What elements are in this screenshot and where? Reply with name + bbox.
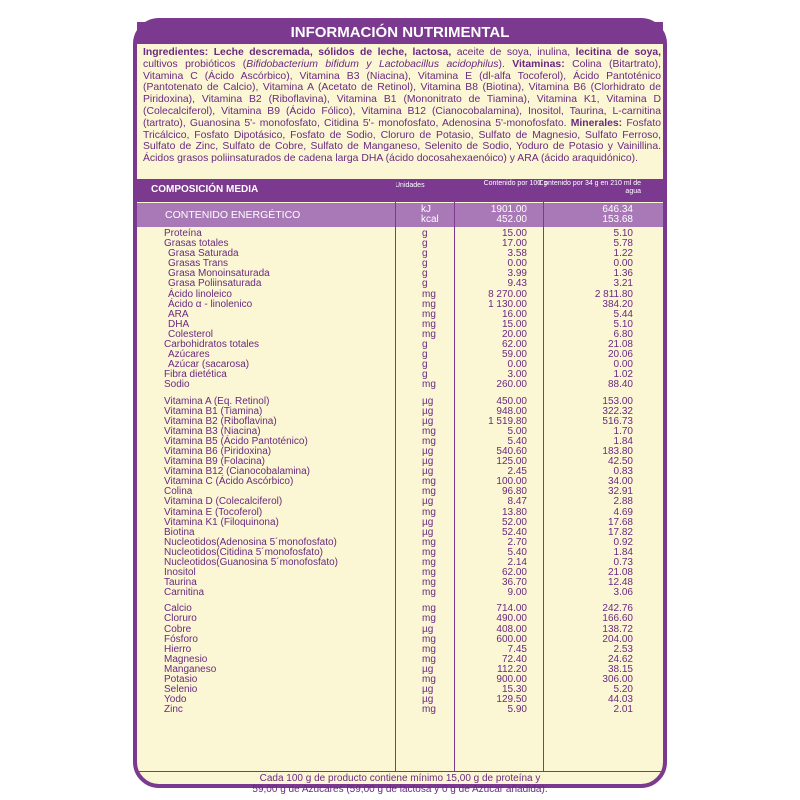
value-per-100g: 13.80 xyxy=(501,506,527,518)
nutrient-unit: µg xyxy=(422,526,434,538)
value-per-100g: 0.00 xyxy=(507,258,527,270)
value-per-100g: 490.00 xyxy=(496,613,527,625)
table-row xyxy=(137,625,663,635)
nutrient-name: Fibra dietética xyxy=(164,369,227,381)
value-per-100g: 59.00 xyxy=(501,349,527,361)
nutrient-name: Nucleotidos(Adenosina 5´monofosfato) xyxy=(164,536,337,548)
nutrient-name: Grasa Poliinsaturada xyxy=(168,278,262,290)
nutrient-unit: µg xyxy=(422,684,434,696)
value-per-portion: 0.73 xyxy=(613,557,633,568)
nutrient-unit: mg xyxy=(422,577,436,589)
nutrient-name: Selenio xyxy=(164,684,198,696)
table-row xyxy=(137,320,663,330)
nutrient-unit: g xyxy=(422,268,428,280)
value-per-portion: 306.00 xyxy=(602,674,633,686)
nutrient-name: Cobre xyxy=(164,623,192,635)
nutrient-name: Vitamina B5 (Ácido Pantoténico) xyxy=(164,435,308,447)
nutrient-unit: mg xyxy=(422,298,436,310)
nutrient-name: Vitamina A (Eq. Retinol) xyxy=(164,395,270,407)
value-per-100g: 8.47 xyxy=(507,496,527,508)
nutrient-unit: mg xyxy=(422,613,436,625)
nutrient-name: Sodio xyxy=(164,379,190,391)
nutrient-unit: µg xyxy=(422,445,434,457)
value-per-portion: 2.88 xyxy=(613,496,633,508)
value-per-portion: 153.00 xyxy=(602,395,633,407)
value-per-100g: 36.70 xyxy=(501,577,527,589)
nutrient-unit: µg xyxy=(422,496,434,508)
value-per-portion: 5.10 xyxy=(613,228,633,239)
nutrient-unit: g xyxy=(422,349,428,361)
nutrient-name: Vitamina K1 (Filoquinona) xyxy=(164,516,279,528)
header-units: Unidades xyxy=(395,182,425,189)
panel-title: INFORMACIÓN NUTRIMENTAL xyxy=(137,22,663,44)
nutrient-unit: µg xyxy=(422,623,434,635)
value-per-100g: 15.30 xyxy=(501,684,527,696)
nutrient-unit: mg xyxy=(422,674,436,686)
value-per-100g: 9.00 xyxy=(507,587,527,599)
nutrient-unit: µg xyxy=(422,395,434,407)
energy-row xyxy=(137,203,663,227)
table-row xyxy=(137,588,663,598)
minerals-list: Fosfato Tricálcico, Fosfato Dipotásico, Fosfato de Sodio, Cloruro de Potasio, Sulfato de Magnesio, Sulfato Ferroso, Sulfato de Zinc, Sulfato de Cobre, Sulfato de Manganeso, Selenito de Sodio, Yoduro de Potasio y Vainillina. Ácidos grasos poliinsaturados de cadena larga DHA (ácido docosahexaenóico) y ARA (ácido araquidónico). xyxy=(143,117,661,165)
value-per-portion: 1.84 xyxy=(613,435,633,447)
value-per-100g: 72.40 xyxy=(501,653,527,665)
table-row xyxy=(137,578,663,588)
energy-value: 1901.00 xyxy=(490,204,527,215)
value-per-portion: 0.92 xyxy=(613,536,633,548)
nutrient-unit: mg xyxy=(422,567,436,579)
value-per-100g: 0.00 xyxy=(507,359,527,371)
nutrient-unit: mg xyxy=(422,435,436,447)
nutrient-name: Colina xyxy=(164,486,193,498)
value-per-portion: 5.44 xyxy=(613,308,633,320)
table-row xyxy=(137,340,663,350)
nutrient-name: Vitamina D (Colecalciferol) xyxy=(164,496,283,508)
value-per-100g: 129.50 xyxy=(496,694,527,706)
nutrient-name: Grasas totales xyxy=(164,238,229,250)
value-per-100g: 8 270.00 xyxy=(488,288,527,300)
value-per-100g: 5.00 xyxy=(507,425,527,437)
minerals-heading: Minerales: xyxy=(566,117,623,129)
value-per-portion: 0.00 xyxy=(613,258,633,270)
nutrient-unit: µg xyxy=(422,456,434,468)
value-per-portion: 516.73 xyxy=(602,415,633,427)
nutrient-name: Grasas Trans xyxy=(168,258,229,270)
nutrient-unit: mg xyxy=(422,506,436,518)
value-per-portion: 4.69 xyxy=(613,506,633,518)
energy-per-100g xyxy=(457,205,527,225)
nutrient-name: Vitamina C (Ácido Ascórbico) xyxy=(164,476,294,488)
value-per-portion: 38.15 xyxy=(607,663,633,675)
nutrient-unit: µg xyxy=(422,694,434,706)
table-row xyxy=(137,685,663,695)
header-composition: COMPOSICIÓN MEDIA xyxy=(151,184,259,195)
nutrient-unit: g xyxy=(422,228,428,239)
value-per-100g: 1 519.80 xyxy=(488,415,527,427)
value-per-100g: 62.00 xyxy=(501,567,527,579)
nutrient-name: Proteína xyxy=(164,228,202,239)
value-per-100g: 408.00 xyxy=(496,623,527,635)
value-per-portion: 88.40 xyxy=(607,379,633,391)
nutrient-name: Taurina xyxy=(164,577,197,589)
table-row xyxy=(137,705,663,715)
nutrient-unit: mg xyxy=(422,653,436,665)
value-per-portion: 21.08 xyxy=(607,567,633,579)
value-per-portion: 0.83 xyxy=(613,466,633,478)
table-row xyxy=(137,665,663,675)
value-per-100g: 1 130.00 xyxy=(488,298,527,310)
value-per-100g: 948.00 xyxy=(496,405,527,417)
value-per-portion: 1.02 xyxy=(613,369,633,381)
value-per-portion: 32.91 xyxy=(607,486,633,498)
ingredients-part: ). xyxy=(498,58,505,70)
nutrition-panel xyxy=(133,18,667,795)
nutrient-name: Colesterol xyxy=(168,328,214,340)
value-per-portion: 34.00 xyxy=(607,476,633,488)
value-per-100g: 17.00 xyxy=(501,238,527,250)
value-per-portion: 20.06 xyxy=(607,349,633,361)
table-row xyxy=(137,635,663,645)
nutrient-name: Azúcar (sacarosa) xyxy=(168,359,250,371)
value-per-100g: 7.45 xyxy=(507,643,527,655)
table-row xyxy=(137,380,663,390)
nutrient-name: Carbohidratos totales xyxy=(164,339,260,351)
value-per-100g: 100.00 xyxy=(496,476,527,488)
nutrient-unit: µg xyxy=(422,466,434,478)
nutrient-name: Vitamina B12 (Cianocobalamina) xyxy=(164,466,311,478)
nutrient-name: Nucleotidos(Guanosina 5´monofosfato) xyxy=(164,557,338,568)
nutrient-name: ARA xyxy=(168,308,189,320)
ingredients-text xyxy=(143,47,661,165)
value-per-100g: 540.60 xyxy=(496,445,527,457)
nutrient-unit: mg xyxy=(422,308,436,320)
nutrient-unit: mg xyxy=(422,587,436,599)
nutrient-name: Hierro xyxy=(164,643,192,655)
value-per-portion: 17.68 xyxy=(607,516,633,528)
value-per-100g: 3.58 xyxy=(507,248,527,260)
nutrient-name: Potasio xyxy=(164,674,198,686)
energy-value: 646.34 xyxy=(602,204,633,215)
nutrient-unit: g xyxy=(422,258,428,270)
value-per-100g: 15.00 xyxy=(501,228,527,239)
value-per-100g: 3.00 xyxy=(507,369,527,381)
value-per-100g: 5.40 xyxy=(507,435,527,447)
nutrient-unit: mg xyxy=(422,557,436,568)
value-per-100g: 125.00 xyxy=(496,456,527,468)
value-per-portion: 2.01 xyxy=(613,704,633,716)
table-header xyxy=(137,179,663,202)
table-row xyxy=(137,614,663,624)
table-row xyxy=(137,695,663,705)
nutrient-unit: g xyxy=(422,339,428,351)
value-per-portion: 5.20 xyxy=(613,684,633,696)
table-row xyxy=(137,518,663,528)
table-row xyxy=(137,310,663,320)
nutrient-name: Manganeso xyxy=(164,663,217,675)
value-per-portion: 21.08 xyxy=(607,339,633,351)
value-per-100g: 52.40 xyxy=(501,526,527,538)
nutrient-name: Yodo xyxy=(164,694,187,706)
value-per-100g: 20.00 xyxy=(501,328,527,340)
value-per-100g: 9.43 xyxy=(507,278,527,290)
nutrient-unit: g xyxy=(422,359,428,371)
header-per-100g: Contenido por 100 g xyxy=(483,180,547,187)
value-per-portion: 12.48 xyxy=(607,577,633,589)
value-per-100g: 52.00 xyxy=(501,516,527,528)
nutrient-unit: mg xyxy=(422,425,436,437)
table-row xyxy=(137,477,663,487)
value-per-100g: 3.99 xyxy=(507,268,527,280)
nutrient-name: Ácido linoleico xyxy=(168,288,232,300)
nutrient-name: Vitamina E (Tocoferol) xyxy=(164,506,263,518)
nutrient-name: Vitamina B3 (Niacina) xyxy=(164,425,261,437)
nutrient-name: DHA xyxy=(168,318,190,330)
value-per-100g: 600.00 xyxy=(496,633,527,645)
nutrient-unit: mg xyxy=(422,704,436,716)
nutrient-name: Calcio xyxy=(164,603,192,615)
nutrient-name: Vitamina B2 (Riboflavina) xyxy=(164,415,277,427)
ingredients-part: cultivos probióticos ( xyxy=(143,58,247,70)
unit-kcal: kcal xyxy=(421,214,439,225)
value-per-portion: 384.20 xyxy=(602,298,633,310)
nutrient-unit: mg xyxy=(422,536,436,548)
nutrient-unit: mg xyxy=(422,546,436,558)
ingredients-part: Bifidobacterium bifidum y Lactobacillus acidophilus xyxy=(246,58,499,70)
nutrient-name: Magnesio xyxy=(164,653,208,665)
table-row xyxy=(137,645,663,655)
value-per-100g: 5.90 xyxy=(507,704,527,716)
nutrient-name: Carnitina xyxy=(164,587,205,599)
nutrient-unit: g xyxy=(422,278,428,290)
vitamins-heading: Vitaminas: xyxy=(504,58,565,70)
nutrient-unit: mg xyxy=(422,643,436,655)
nutrient-name: Nucleotidos(Citidina 5´monofosfato) xyxy=(164,546,323,558)
value-per-100g: 2.14 xyxy=(507,557,527,568)
ingredients-heading: Ingredientes: Leche descremada, sólidos de leche, lactosa, xyxy=(143,47,452,58)
nutrient-name: Azúcares xyxy=(168,349,210,361)
table-row xyxy=(137,300,663,310)
nutrient-name: Biotina xyxy=(164,526,195,538)
energy-label: CONTENIDO ENERGÉTICO xyxy=(165,209,301,221)
value-per-portion: 138.72 xyxy=(602,623,633,635)
nutrient-unit: mg xyxy=(422,318,436,330)
energy-value: 452.00 xyxy=(496,214,527,225)
value-per-portion: 3.06 xyxy=(613,587,633,599)
value-per-portion: 166.60 xyxy=(602,613,633,625)
nutrient-unit: g xyxy=(422,248,428,260)
value-per-100g: 112.20 xyxy=(497,663,527,675)
value-per-100g: 5.40 xyxy=(507,546,527,558)
energy-per-portion xyxy=(547,205,633,225)
nutrient-unit: µg xyxy=(422,516,434,528)
value-per-portion: 204.00 xyxy=(602,633,633,645)
nutrient-unit: mg xyxy=(422,476,436,488)
nutrient-unit: mg xyxy=(422,328,436,340)
nutrient-unit: g xyxy=(422,238,428,250)
table-row xyxy=(137,604,663,614)
value-per-100g: 2.45 xyxy=(507,466,527,478)
vitamins-list: Colina (Bitartrato), Vitamina C (Ácido Ascórbico), Vitamina B3 (Niacina), Vitamina E (dl-alfa Tocoferol), Ácido Pantoténico (Pantotenato de Calcio), Vitamina A (Acetato de Retinol), Vitamina B8 (Biotina), Vitamina B6 (Clorhidrato de Piridoxina), Vitamina B2 (Riboflavina), Vitamina B1 (Mononitrato de Tiamina), Vitamina K1, Vitamina D (Colecalciferol), Vitamina B9 (Ácido Fólico), Vitamina B12 (Cianocobalamina), Inositol, Taurina, L-carnitina (tartrato), Guanosina 5'- monofosfato, Citidina 5'- monofosfato, Adenosina 5'-monofosfato. xyxy=(143,58,662,129)
value-per-100g: 260.00 xyxy=(496,379,527,391)
value-per-portion: 1.22 xyxy=(613,248,633,260)
table-row xyxy=(137,558,663,568)
value-per-portion: 24.62 xyxy=(607,653,633,665)
value-per-100g: 16.00 xyxy=(501,308,527,320)
value-per-portion: 44.03 xyxy=(607,694,633,706)
unit-kj: kJ xyxy=(421,204,431,215)
ingredients-part: lecitina de soya, xyxy=(575,47,662,58)
nutrient-name: Ácido α - linolenico xyxy=(168,298,253,310)
footer-line: 59,00 g de Azúcares (59,00 g de lactosa y 0 g de Azúcar añadida). xyxy=(252,784,548,795)
value-per-portion: 5.10 xyxy=(613,318,633,330)
nutrient-name: Grasa Saturada xyxy=(168,248,239,260)
nutrient-unit: mg xyxy=(422,379,436,391)
nutrient-name: Grasa Monoinsaturada xyxy=(168,268,270,280)
nutrient-name: Vitamina B9 (Folacina) xyxy=(164,456,265,468)
value-per-portion: 6.80 xyxy=(613,328,633,340)
table-row xyxy=(137,370,663,380)
value-per-portion: 3.21 xyxy=(613,278,633,290)
nutrient-unit: µg xyxy=(422,663,434,675)
header-per-portion: Contenido por 34 g en 210 ml de agua xyxy=(539,180,641,195)
value-per-portion: 2.53 xyxy=(613,643,633,655)
nutrient-unit: mg xyxy=(422,633,436,645)
ingredients-part: aceite de soya, inulina, xyxy=(451,47,576,58)
value-per-portion: 322.32 xyxy=(602,405,633,417)
nutrient-name: Fósforo xyxy=(164,633,198,645)
value-per-portion: 2 811.80 xyxy=(594,288,633,300)
footer-note xyxy=(137,771,663,795)
nutrient-name: Inositol xyxy=(164,567,196,579)
value-per-portion: 183.80 xyxy=(602,445,633,457)
value-per-portion: 1.70 xyxy=(613,425,633,437)
value-per-100g: 96.80 xyxy=(501,486,527,498)
nutrient-name: Vitamina B1 (Tiamina) xyxy=(164,405,263,417)
value-per-portion: 5.78 xyxy=(613,238,633,250)
value-per-portion: 242.76 xyxy=(602,603,633,615)
nutrient-name: Vitamina B6 (Piridoxina) xyxy=(164,445,272,457)
value-per-portion: 17.82 xyxy=(607,526,633,538)
nutrient-unit: µg xyxy=(422,415,434,427)
energy-value: 153.68 xyxy=(602,214,633,225)
nutrient-unit: mg xyxy=(422,288,436,300)
value-per-100g: 714.00 xyxy=(496,603,527,615)
table-row xyxy=(137,568,663,578)
table-row xyxy=(137,675,663,685)
nutrient-unit: mg xyxy=(422,603,436,615)
nutrient-table xyxy=(137,229,663,715)
nutrient-unit: µg xyxy=(422,405,434,417)
value-per-100g: 15.00 xyxy=(501,318,527,330)
nutrient-unit: g xyxy=(422,369,428,381)
footer-line: Cada 100 g de producto contiene mínimo 15,00 g de proteína y xyxy=(259,773,541,784)
value-per-100g: 450.00 xyxy=(496,395,527,407)
value-per-100g: 62.00 xyxy=(501,339,527,351)
value-per-portion: 42.50 xyxy=(607,456,633,468)
nutrient-unit: mg xyxy=(422,486,436,498)
value-per-100g: 900.00 xyxy=(496,674,527,686)
value-per-portion: 1.36 xyxy=(613,268,633,280)
nutrient-name: Cloruro xyxy=(164,613,197,625)
value-per-portion: 1.84 xyxy=(613,546,633,558)
value-per-portion: 0.00 xyxy=(613,359,633,371)
value-per-100g: 2.70 xyxy=(507,536,527,548)
nutrient-name: Zinc xyxy=(164,704,183,716)
energy-units xyxy=(421,205,439,225)
